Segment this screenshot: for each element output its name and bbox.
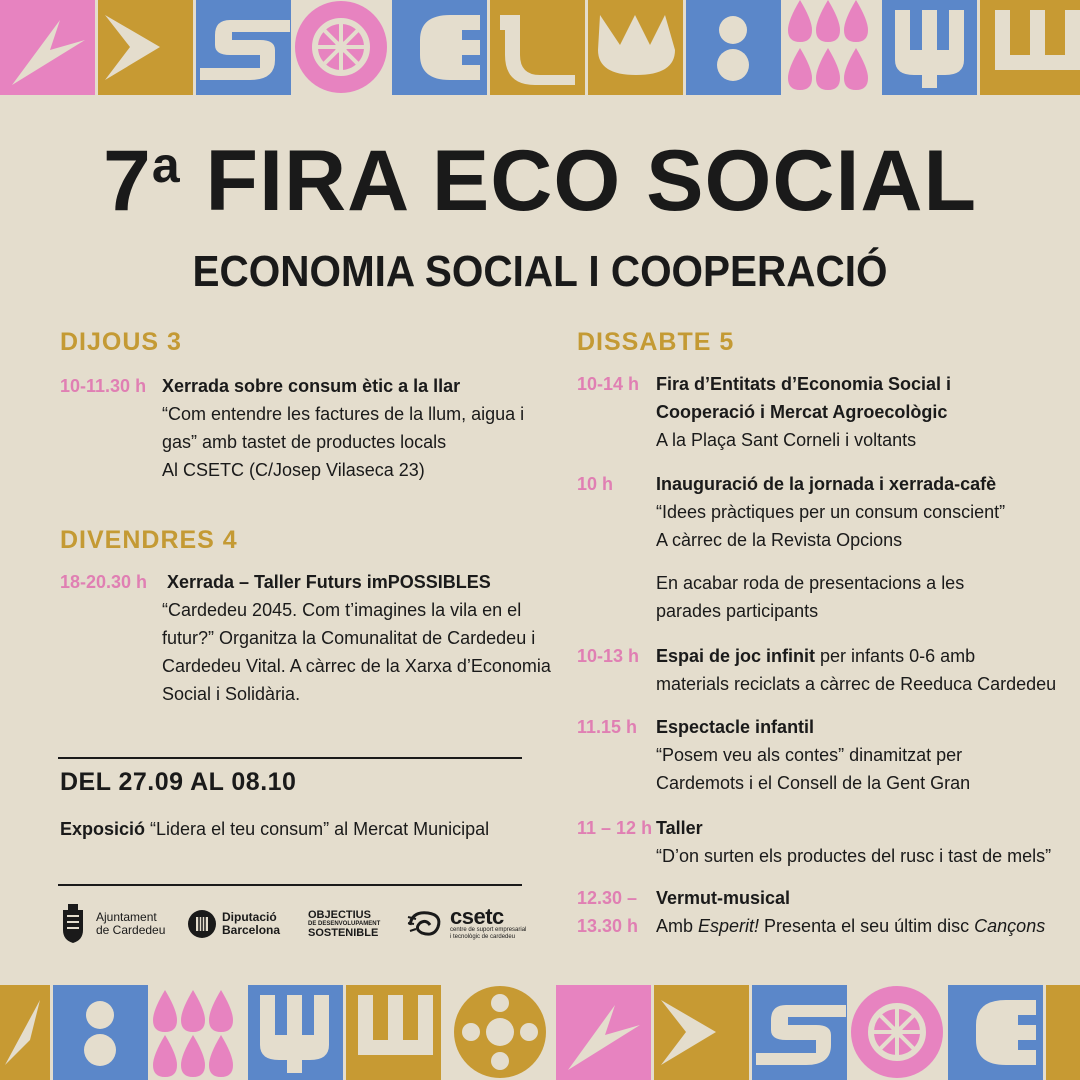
event-line: materials reciclats a càrrec de Reeduca Cardedeu	[656, 674, 1057, 694]
ajuntament-line-2: de Cardedeu	[96, 923, 166, 937]
event-title-line: Cooperació i Mercat Agroecològic	[656, 402, 948, 422]
diputacio-line-2: Barcelona	[222, 923, 281, 937]
event-line: En acabar roda de presentacions a les	[656, 573, 965, 593]
leaf-shape-icon	[556, 985, 651, 1080]
event-title-line: Espectacle infantil	[656, 717, 815, 737]
day-heading-divendres: DIVENDRES 4	[60, 526, 238, 554]
event-title: Xerrada sobre consum ètic a la llar	[162, 376, 461, 396]
figure-eight-icon	[53, 985, 148, 1080]
exhibition-dates: DEL 27.09 AL 08.10	[60, 768, 297, 796]
psi-gold-icon	[346, 985, 441, 1080]
ajuntament-line-1: Ajuntament	[96, 910, 157, 924]
arrows-icon	[98, 0, 193, 95]
sponsor-logos	[58, 902, 528, 946]
event-text-italic: Esperit!	[698, 916, 760, 936]
page-title	[0, 133, 1080, 229]
event-line: Social i Solidària.	[162, 684, 301, 704]
plug-icon	[948, 985, 1043, 1080]
event-title-line: Taller	[656, 818, 703, 838]
wheel-icon	[295, 1, 387, 93]
csetc-line-3: i tecnològic de cardedeu	[450, 934, 516, 940]
event-time: 11.15 h	[577, 717, 638, 737]
event-time	[577, 884, 638, 940]
event-time: 18-20.30 h	[60, 572, 148, 592]
event-line: parades participants	[656, 601, 819, 621]
drop-icon	[153, 990, 233, 1077]
event-line: “Posem veu als contes” dinamitzat per	[656, 745, 963, 765]
title-text: FIRA ECO SOCIAL	[205, 133, 978, 229]
arrows-icon	[654, 985, 749, 1080]
page-subtitle: ECONOMIA SOCIAL I COOPERACIÓ	[192, 247, 888, 296]
leaf-shape-icon	[0, 0, 95, 95]
event-title-line: Inauguració de la jornada i xerrada-cafè	[656, 474, 997, 494]
event-text-italic: Cançons	[974, 916, 1046, 936]
event-line: “Cardedeu 2045. Com t’imagines la vila en el	[162, 600, 522, 620]
tulip-icon	[588, 0, 683, 95]
event-time: 10-13 h	[577, 646, 640, 666]
hook-icon	[1046, 985, 1080, 1080]
psi-icon	[248, 985, 343, 1080]
exhibition-line	[60, 816, 489, 842]
event-line: A la Plaça Sant Corneli i voltants	[656, 430, 917, 450]
ods-line-2: DE DESENVOLUPAMENT	[308, 920, 381, 927]
event-title-line: Fira d’Entitats d’Economia Social i	[656, 374, 952, 394]
diputacio-line-1: Diputació	[222, 910, 277, 924]
csetc-logo	[406, 902, 526, 946]
divider	[58, 884, 522, 886]
event-line: Cardemots i el Consell de la Gent Gran	[656, 773, 971, 793]
coat-of-arms-icon	[58, 904, 88, 944]
csetc-line-2: centre de suport empresarial	[450, 927, 527, 933]
title-number: 7	[102, 133, 152, 229]
csetc-swirl-icon	[406, 907, 446, 941]
event-time: 10 h	[577, 474, 614, 494]
event-time: 10-11.30 h	[60, 376, 147, 396]
event-line: futur?” Organitza la Comunalitat de Cardedeu i	[162, 628, 536, 648]
diputacio-emblem-icon	[188, 910, 216, 938]
drop-icon	[788, 0, 868, 90]
event-time: 11 – 12 h	[577, 818, 653, 838]
psi-icon	[882, 0, 977, 95]
leaf-shape-icon	[0, 985, 50, 1080]
event-text-part: Presenta el seu últim disc	[759, 916, 975, 936]
s-shape-icon	[196, 0, 291, 95]
event-line: Cardedeu Vital. A càrrec de la Xarxa d’Economia	[162, 656, 551, 676]
title-ordinal: a	[151, 137, 181, 193]
hook-icon	[490, 0, 585, 95]
event-title: Xerrada – Taller Futurs imPOSSIBLES	[167, 572, 491, 592]
day-heading-dijous: DIJOUS 3	[60, 328, 182, 356]
day-heading-dissabte: DISSABTE 5	[577, 328, 735, 356]
csetc-wordmark: csetc	[450, 904, 504, 929]
event-line: gas” amb tastet de productes locals	[162, 432, 447, 452]
ods-line-1: OBJECTIUS	[308, 908, 371, 921]
exhibition-text: “Lidera el teu consum” al Mercat Municipal	[145, 819, 490, 839]
wheel-icon	[851, 986, 943, 1078]
event-line	[656, 912, 1045, 940]
event-title-line: Vermut-musical	[656, 888, 791, 908]
event-text-part: Amb	[656, 916, 699, 936]
event-time-line: 13.30 h	[577, 916, 639, 936]
plug-icon	[392, 0, 487, 95]
event-title-rest: per infants 0-6 amb	[815, 646, 976, 666]
psi-gold-icon	[980, 0, 1080, 95]
event-line: “Idees pràctiques per un consum conscient”	[656, 502, 1006, 522]
divider	[58, 757, 522, 759]
ods-logo	[308, 902, 380, 946]
top-pattern-band	[0, 0, 1080, 95]
ods-line-3: SOSTENIBLE	[308, 926, 379, 939]
s-shape-icon	[752, 985, 847, 1080]
event-line: “D’on surten els productes del rusc i tast de mels”	[656, 846, 1052, 866]
event-time-line: 12.30 –	[577, 888, 638, 908]
figure-eight-icon	[686, 0, 781, 95]
bottom-pattern-band	[0, 985, 1080, 1080]
event-line: “Com entendre les factures de la llum, aigua i	[162, 404, 525, 424]
event-title: Espai de joc infinit	[656, 646, 816, 666]
diputacio-logo	[188, 902, 280, 946]
exhibition-label: Exposició	[60, 819, 146, 839]
event-line: Al CSETC (C/Josep Vilaseca 23)	[162, 460, 425, 480]
event-line: A càrrec de la Revista Opcions	[656, 530, 903, 550]
flower-icon	[454, 986, 546, 1078]
event-time: 10-14 h	[577, 374, 640, 394]
ajuntament-logo	[58, 902, 165, 946]
